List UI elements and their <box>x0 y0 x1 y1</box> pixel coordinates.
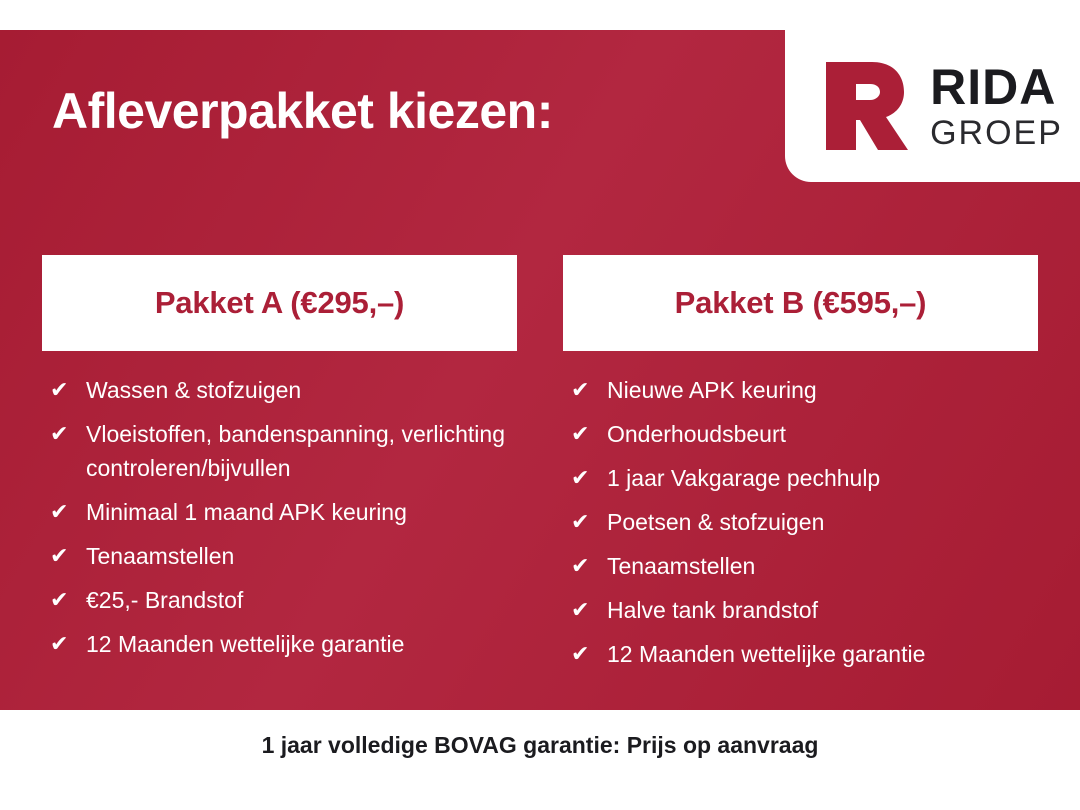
feature-label: Tenaamstellen <box>86 543 235 570</box>
list-item <box>42 583 517 617</box>
check-icon: ✔ <box>50 543 69 569</box>
list-item <box>563 417 1038 451</box>
rida-groep-logo <box>785 30 1080 182</box>
footer-note: 1 jaar volledige BOVAG garantie: Prijs op aanvraag <box>261 732 819 758</box>
r-logo-icon <box>812 54 916 158</box>
list-item <box>563 593 1038 627</box>
check-icon: ✔ <box>571 377 590 402</box>
list-item <box>42 539 517 573</box>
list-item <box>563 461 1038 495</box>
feature-label: Onderhoudsbeurt <box>607 421 787 448</box>
check-icon: ✔ <box>50 587 69 613</box>
footer-bar <box>0 710 1080 810</box>
check-icon: ✔ <box>50 499 69 525</box>
list-item <box>42 417 517 485</box>
check-icon: ✔ <box>50 631 69 657</box>
packages-container <box>42 255 1038 681</box>
list-item <box>563 549 1038 583</box>
feature-label: 12 Maanden wettelijke garantie <box>86 631 405 658</box>
package-b-feature-list <box>563 373 1038 671</box>
logo-name-primary: RIDA <box>930 59 1057 115</box>
check-icon: ✔ <box>571 597 590 623</box>
feature-label: 12 Maanden wettelijke garantie <box>607 641 926 668</box>
check-icon: ✔ <box>571 553 590 579</box>
feature-label: Poetsen & stofzuigen <box>607 509 825 536</box>
list-item <box>563 637 1038 671</box>
check-icon: ✔ <box>571 421 590 447</box>
list-item <box>42 373 517 407</box>
feature-label: Minimaal 1 maand APK keuring <box>86 499 407 526</box>
check-icon: ✔ <box>571 465 590 491</box>
logo-name-secondary: GROEP <box>930 114 1063 152</box>
feature-label: 1 jaar Vakgarage pechhulp <box>607 465 881 492</box>
list-item <box>42 495 517 529</box>
check-icon: ✔ <box>571 509 590 535</box>
package-card-b <box>563 255 1038 681</box>
list-item <box>563 505 1038 539</box>
check-icon: ✔ <box>571 641 590 667</box>
feature-label: Vloeistoffen, bandenspanning, verlichting controleren/bijvullen <box>86 421 505 482</box>
package-card-a <box>42 255 517 681</box>
package-a-title: Pakket A (€295,–) <box>42 255 517 351</box>
feature-label: Tenaamstellen <box>607 553 756 580</box>
page-title: Afleverpakket kiezen: <box>52 83 553 139</box>
feature-label: €25,- Brandstof <box>86 587 244 614</box>
feature-label: Halve tank brandstof <box>607 597 818 624</box>
package-a-feature-list <box>42 373 517 661</box>
package-b-title: Pakket B (€595,–) <box>563 255 1038 351</box>
check-icon: ✔ <box>50 377 69 402</box>
list-item <box>42 627 517 661</box>
logo-wordmark <box>930 59 1063 152</box>
check-icon: ✔ <box>50 421 69 447</box>
feature-label: Wassen & stofzuigen <box>86 377 302 403</box>
list-item <box>563 373 1038 407</box>
feature-label: Nieuwe APK keuring <box>607 377 817 403</box>
